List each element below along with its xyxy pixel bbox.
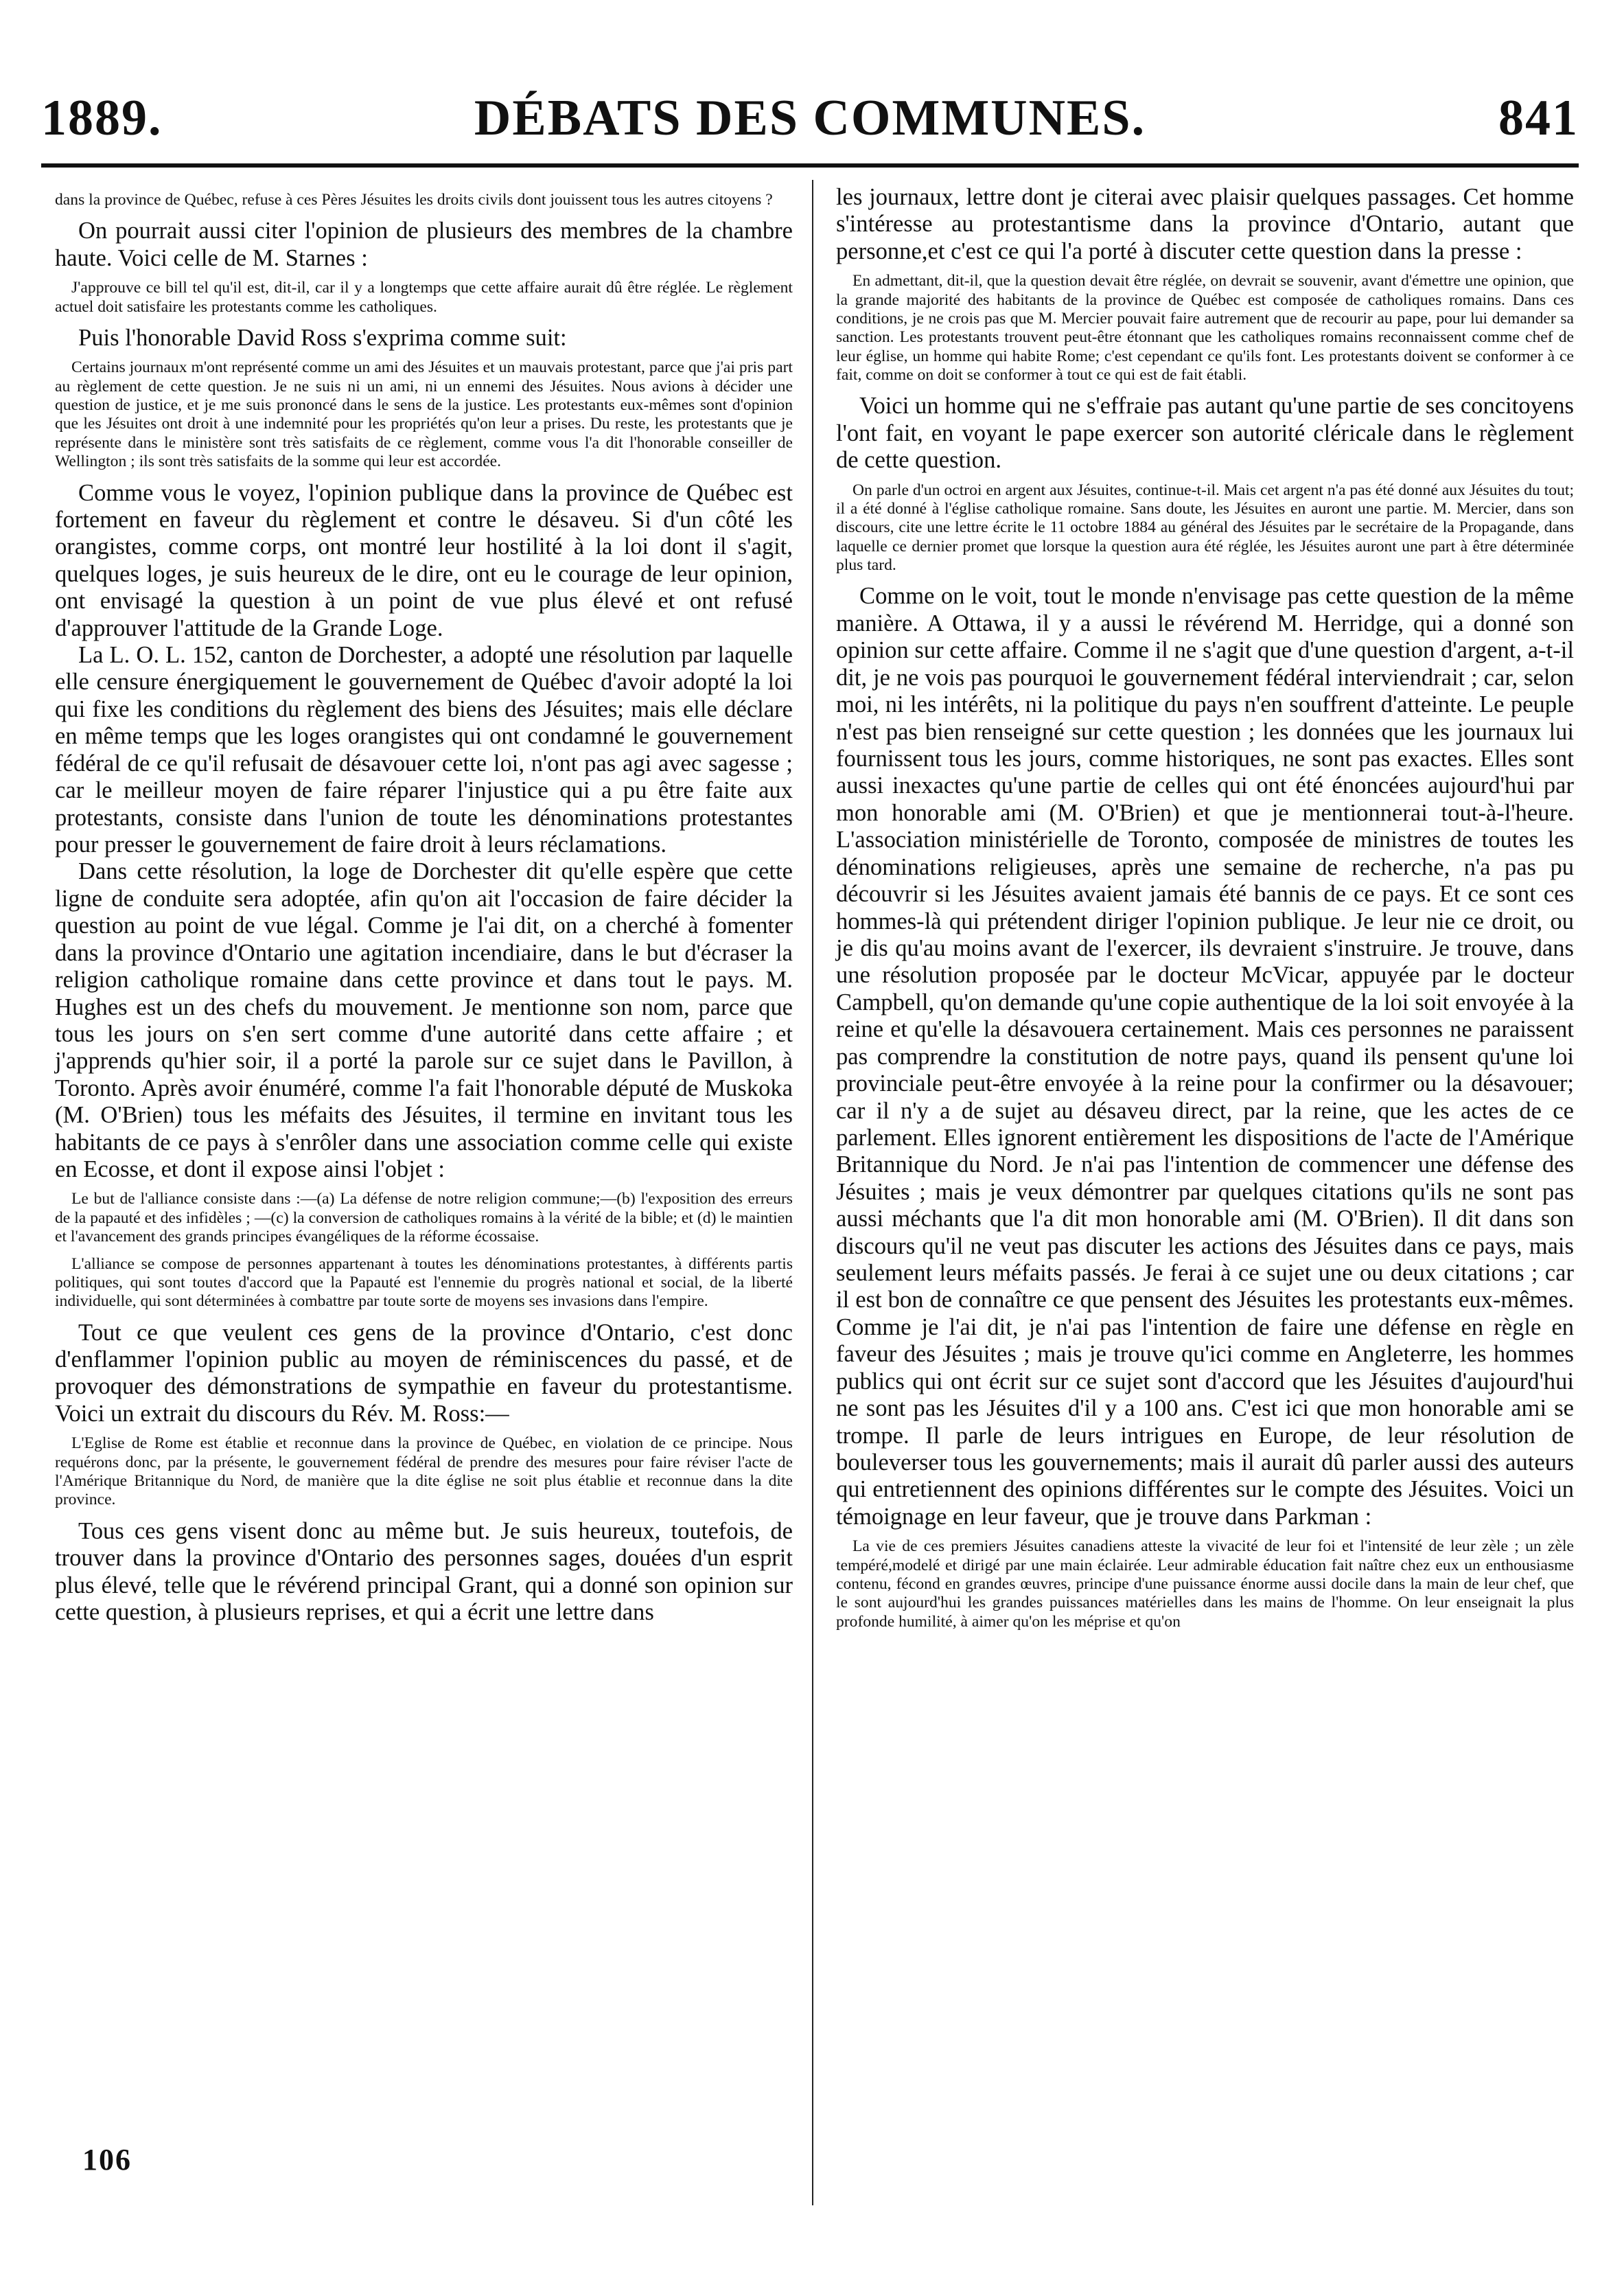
left-para-1: On pourrait aussi citer l'opinion de plusieurs des membres de la chambre haute. Voici celle de M. Starnes : xyxy=(55,218,793,271)
left-quote-5: L'alliance se compose de personnes appartenant à toutes les dénominations protestantes, à différents partis politiques, qui sont toutes d'accord que la Papauté est l'ennemie du progrès national et social, de la liberté individuelle, qui sont déterminées à combattre par toute sorte de moyens ses invasions dans l'empire. xyxy=(55,1254,793,1311)
right-quote-1: En admettant, dit-il, que la question devait être réglée, on devrait se souvenir, avant d'émettre une opinion, que la grande majorité des habitants de la province de Québec est composée de catholiques romains. Dans ces conditions, je ne crois pas que M. Mercier pouvait faire autrement que de recourir au pape, pour lui demander sa sanction. Les protestants trouvent peut-être étonnant que les catholiques romains reconnaissent comme chef de leur église, un homme qui habite Rome; c'est cependant ce qu'ils font. Les protestants doivent se conformer à ce fait, comme on doit se conformer à tout ce qui est de fait établi. xyxy=(836,272,1574,384)
right-quote-3: La vie de ces premiers Jésuites canadiens atteste la vivacité de leur foi et l'intensité de leur zèle ; un zèle tempéré,modelé et dirigé par une main éclairée. Leur admirable éducation fait naître chez eux un enthousiasme contenu, fécond en grandes œuvres, principe d'une puissance énorme aussi docile dans la main de leur chef, que le sont aujourd'hui les grandes puissances matérielles dans les mains de l'homme. On leur enseignait la plus profonde humilité, à aimer qu'on les méprise et qu'on xyxy=(836,1537,1574,1631)
left-para-5: Dans cette résolution, la loge de Dorchester dit qu'elle espère que cette ligne de conduite sera adoptée, afin qu'on ait l'occasion de faire décider la question au point de vue légal. Comme je l'ai dit, on a cherché à fomenter dans la province d'Ontario une agitation incendiaire, dans le but d'écraser la religion catholique romaine dans cette province et dans tout le pays. M. Hughes est un des chefs du mouvement. Je mentionne son nom, parce que tous les jours on s'en sert comme d'une autorité dans cette affaire ; et j'apprends qu'hier soir, il a porté la parole sur ce sujet dans le Pavillon, à Toronto. Après avoir énuméré, comme l'a fait l'honorable député de Muskoka (M. O'Brien) tous les méfaits des Jésuites, il termine en invitant tous les habitants de ce pays à s'enrôler dans une association comme celle qui existe en Ecosse, et dont il expose ainsi l'objet : xyxy=(55,858,793,1183)
left-column xyxy=(55,184,793,1626)
right-quote-2: On parle d'un octroi en argent aux Jésuites, continue-t-il. Mais cet argent n'a pas été donné aux Jésuites du tout; il a été donné à l'église catholique romaine. Sans doute, les Jésuites en auront une partie. M. Mercier, dans son discours, cite une lettre écrite le 11 octobre 1884 au général des Jésuites par le secrétaire de la Propagande, dans laquelle ce dernier promet que lorsque la question aura été réglée, les Jésuites auront une part à être déterminée plus tard. xyxy=(836,481,1574,575)
left-para-3: Comme vous le voyez, l'opinion publique dans la province de Québec est fortement en faveur du règlement et contre le désaveu. Si d'un côté les orangistes, comme corps, ont montré leur hostilité à la loi dont il s'agit, quelques loges, je suis heureux de le dire, ont eu le courage de leur opinion, ont envisagé la question à un point de vue plus élevé et ont refusé d'approuver l'attitude de la Grande Loge. xyxy=(55,479,793,641)
column-divider xyxy=(812,180,813,2205)
left-quote-3: Certains journaux m'ont représenté comme un ami des Jésuites et un mauvais protestant, parce que j'ai pris part au règlement de cette question. Je ne suis ni un ami, ni un ennemi des Jésuites. Nous avions à décider une question de justice, et je me suis prononcé dans le sens de la justice. Les protestants eux-mêmes sont d'opinion que les Jésuites ont droit à une indemnité pour les propriétés qu'on leur a prises. Du reste, les protestants que je représente dans le ministère sont très satisfaits de ce règlement, comme vous l'a dit l'honorable conseiller de Wellington ; ils sont très satisfaits de la somme qui leur est accordée. xyxy=(55,358,793,471)
right-para-3: Comme on le voit, tout le monde n'envisage pas cette question de la même manière. A Ottawa, il y a aussi le révérend M. Herridge, qui a donné son opinion sur cette affaire. Comme il ne s'agit que d'une question d'argent, a-t-il dit, je ne vois pas pourquoi le gouvernement fédéral interviendrait ; car, selon moi, ni les intérêts, ni la politique du pays n'en souffrent d'atteinte. Le peuple n'est pas bien renseigné sur cette question ; les données que les journaux lui fournissent tous les jours, comme historiques, ne sont pas exactes. Elles sont aussi inexactes qu'une partie de celles qui ont été énoncées aujourd'hui par mon honorable ami (M. O'Brien) et que je mentionnerai tout-à-l'heure. L'association ministérielle de Toronto, composée de ministres de toutes les dénominations religieuses, après une semaine de recherche, n'a pas pu découvrir si les Jésuites avaient jamais été bannis de ce pays. Et ce sont ces hommes-là qui prétendent diriger l'opinion publique. Je leur nie ce droit, ou je dis qu'au moins avant de l'exercer, ils devraient s'instruire. Je trouve, dans une résolution proposée par le docteur McVicar, appuyée par le docteur Campbell, qu'on demande qu'une copie authentique de la loi soit envoyée à la reine et qu'elle la désavouera certainement. Mais ces personnes ne paraissent pas comprendre la constitution de notre pays, quand ils pensent qu'une loi provinciale peut-être envoyée à la reine pour la confirmer ou la désavouer; car il n'y a de sujet au désaveu direct, par la reine, que les actes de ce parlement. Elles ignorent entièrement les dispositions de l'acte de l'Amérique Britannique du Nord. Je n'ai pas l'intention de commencer une défense des Jésuites ; mais je veux démontrer par quelques citations qu'ils ne sont pas aussi méchants que l'a dit mon honorable ami (M. O'Brien). Il dit dans son discours qu'il ne veut pas discuter les actions des Jésuites dans ce pays, mais seulement leurs méfaits passés. Je ferai à ce sujet une ou deux citations ; car il est bon de connaître ce que pensent des Jésuites les protestants eux-mêmes. Comme je l'ai dit, je n'ai pas l'intention de faire une défense en règle en faveur des Jésuites ; mais je trouve qu'ici comme en Angleterre, les hommes publics qui ont écrit sur ce sujet sont d'accord que les Jésuites d'aujourd'hui ne sont pas les Jésuites d'il y a 100 ans. C'est ici que mon honorable ami se trompe. Il parle de leurs intrigues en Europe, de leur résolution de bouleverser tous les gouvernements; mais il aurait dû parler aussi des auteurs qui entretiennent des opinions différentes sur le compte des Jésuites. Voici un témoignage en leur faveur, que je trouve dans Parkman : xyxy=(836,583,1574,1530)
left-para-7: Tous ces gens visent donc au même but. Je suis heureux, toutefois, de trouver dans la province d'Ontario des personnes sages, douées d'un esprit plus élevé, telle que le révérend principal Grant, qui a donné son opinion sur cette question, à plusieurs reprises, et qui a écrit une lettre dans xyxy=(55,1517,793,1626)
right-para-1: les journaux, lettre dont je citerai avec plaisir quelques passages. Cet homme s'intéresse au protestantisme dans la province d'Ontario, autant que personne,et c'est ce qui l'a porté à discuter cette question dans la presse : xyxy=(836,184,1574,264)
header-year: 1889. xyxy=(41,90,163,146)
left-para-6: Tout ce que veulent ces gens de la province d'Ontario, c'est donc d'enflammer l'opinion public au moyen de réminiscences du passé, et de provoquer des démonstrations de sympathie en faveur du protestantisme. Voici un extrait du discours du Rév. M. Ross:— xyxy=(55,1319,793,1427)
page-header xyxy=(41,89,1579,158)
left-para-2: Puis l'honorable David Ross s'exprima comme suit: xyxy=(78,324,567,351)
left-quote-1: dans la province de Québec, refuse à ces Pères Jésuites les droits civils dont jouissent tous les autres citoyens ? xyxy=(55,191,773,209)
left-para-4: La L. O. L. 152, canton de Dorchester, a adopté une résolution par laquelle elle censure énergiquement le gouvernement de Québec d'avoir adopté la loi qui fixe les conditions du règlement des biens des Jésuites; mais elle déclare en même temps que les loges orangistes qui ont condamné le gouvernement fédéral de ce qu'il refusait de désavouer cette loi, n'ont pas agi avec sagesse ; car le meilleur moyen de faire réparer l'injustice qui a pu être faite aux protestants, consiste dans l'union de toute les dénominations protestantes pour presser le gouvernement de faire droit à leurs réclamations. xyxy=(55,642,793,858)
left-quote-6: L'Eglise de Rome est établie et reconnue dans la province de Québec, en violation de ce principe. Nous requérons donc, par la présente, le gouvernement fédéral de prendre des mesures pour faire réviser l'acte de l'Amérique Britannique du Nord, de manière que la dite église ne soit plus établie et reconnue dans la dite province. xyxy=(55,1434,793,1509)
left-quote-2: J'approuve ce bill tel qu'il est, dit-il, car il y a longtemps que cette affaire aurait dû être réglée. Le règlement actuel doit satisfaire les protestants comme les catholiques. xyxy=(55,279,793,316)
left-quote-4: Le but de l'alliance consiste dans :—(a) La défense de notre religion commune;—(b) l'exposition des erreurs de la papauté et des infidèles ; —(c) la conversion de catholiques romains à la vérité de la bible; et (d) le maintien et l'avancement des grands principes évangéliques de la réforme écossaise. xyxy=(55,1190,793,1246)
header-page-number: 841 xyxy=(1498,90,1579,146)
header-title: DÉBATS DES COMMUNES. xyxy=(474,90,1146,146)
page-signature: 106 xyxy=(82,2143,132,2177)
right-para-2: Voici un homme qui ne s'effraie pas autant qu'une partie de ses concitoyens l'ont fait, en voyant le pape exercer son autorité cléricale dans le règlement de cette question. xyxy=(836,393,1574,474)
right-column xyxy=(836,184,1574,1640)
header-rule xyxy=(41,163,1579,168)
